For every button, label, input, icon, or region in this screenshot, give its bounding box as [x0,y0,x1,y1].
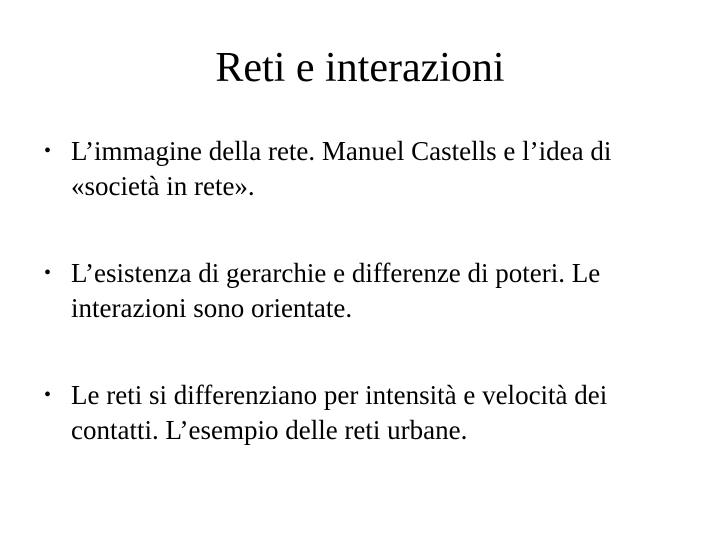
bullet-text: Le reti si differenziano per intensità e velocità dei contatti. L’esempio delle reti urbane. [71,380,608,445]
bullet-item [44,134,684,204]
bullet-marker: • [44,262,52,284]
slide-title: Reti e interazioni [215,45,505,91]
bullet-text: L’esistenza di gerarchie e differenze di poteri. Le interazioni sono orientate. [71,258,601,323]
bullet-item [44,256,684,326]
bullet-marker: • [44,140,52,162]
bullet-item [44,378,684,448]
bullet-text: L’immagine della rete. Manuel Castells e l’idea di «società in rete». [71,136,612,201]
bullet-list [44,134,684,500]
bullet-marker: • [44,384,52,406]
